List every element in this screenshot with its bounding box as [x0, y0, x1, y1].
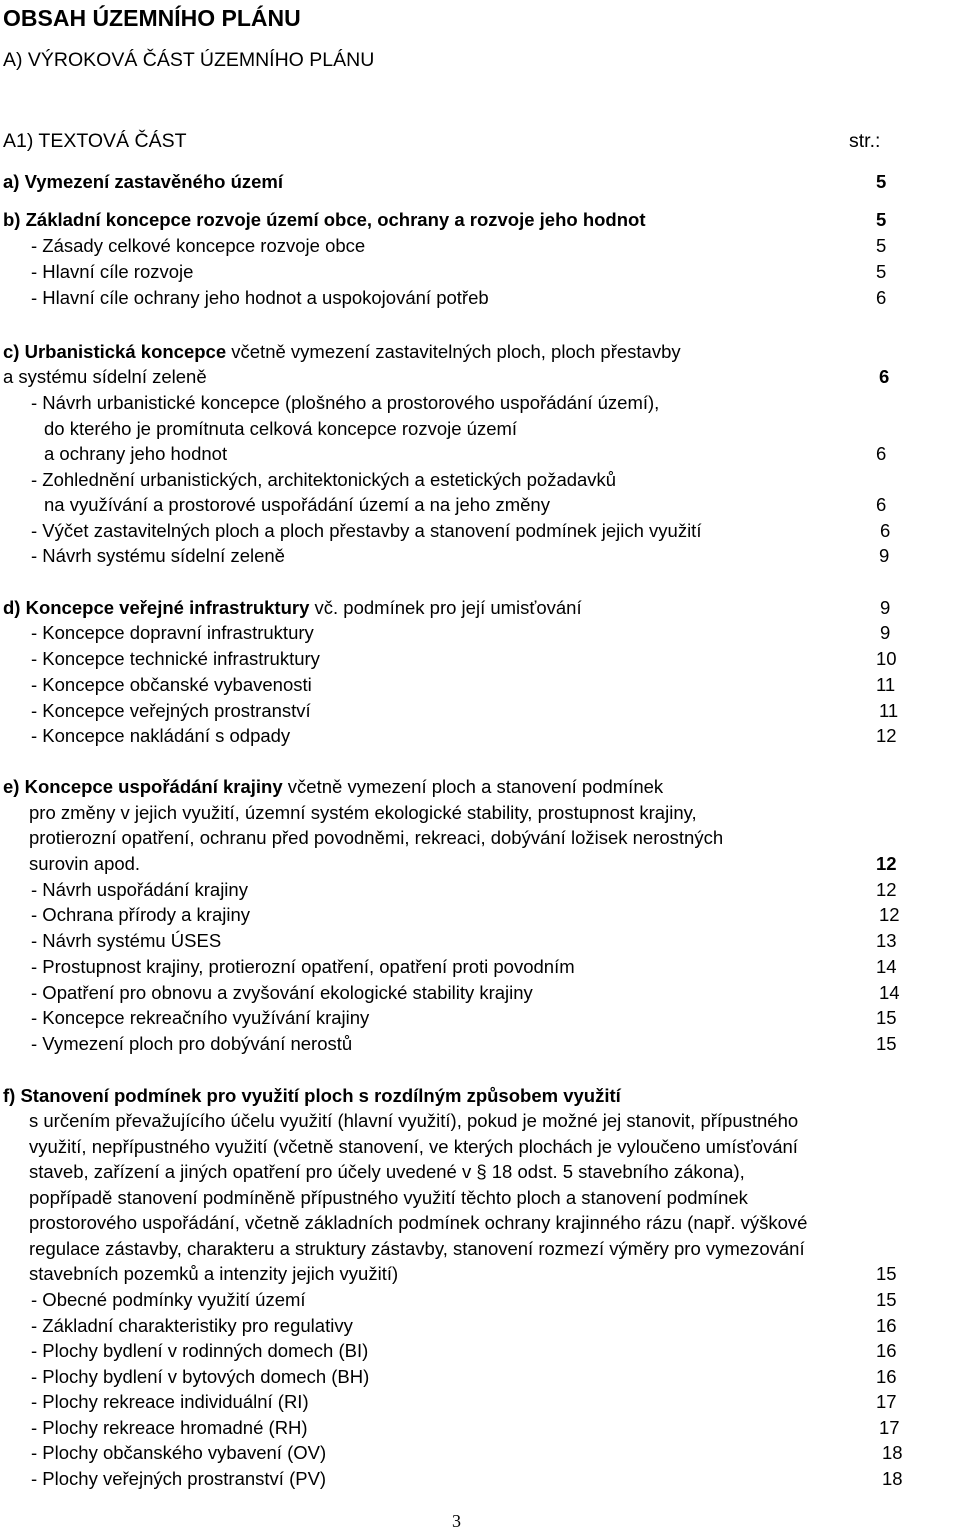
toc-subpage: 12 — [879, 904, 900, 925]
toc-subentry: - Koncepce rekreačního využívání krajiny — [31, 1007, 370, 1028]
toc-subpage: 12 — [876, 725, 897, 746]
toc-entry-b: b) Základní koncepce rozvoje území obce, ochrany a rozvoje jeho hodnot — [3, 209, 646, 230]
toc-subentry-cont: na využívání a prostorové uspořádání území a na jeho změny — [44, 494, 550, 515]
toc-subpage: 17 — [876, 1391, 897, 1412]
toc-subpage: 16 — [876, 1366, 897, 1387]
toc-subpage: 11 — [876, 674, 896, 695]
toc-subpage: 5 — [876, 235, 887, 256]
toc-entry-c-line2: a systému sídelní zeleně — [3, 366, 207, 387]
toc-subentry: - Plochy občanského vybavení (OV) — [31, 1442, 327, 1463]
toc-subentry: - Vymezení ploch pro dobývání nerostů — [31, 1033, 353, 1054]
toc-entry-f: f) Stanovení podmínek pro využití ploch s rozdílným způsobem využití — [3, 1085, 621, 1106]
toc-entry-f-line: popřípadě stanovení podmíněně přípustného využití těchto ploch a stanovení podmínek — [29, 1187, 748, 1208]
toc-subentry: - Koncepce dopravní infrastruktury — [31, 622, 314, 643]
toc-entry-e-line3: protierozní opatření, ochranu před povodněmi, rekreaci, dobývání ložisek nerostných — [29, 827, 724, 848]
part-a-heading: A) VÝROKOVÁ ČÁST ÚZEMNÍHO PLÁNU — [3, 49, 375, 71]
toc-page-f: 15 — [876, 1263, 897, 1284]
toc-subpage: 16 — [876, 1315, 897, 1336]
toc-entry-c-rest: včetně vymezení zastavitelných ploch, ploch přestavby — [226, 341, 681, 362]
toc-subpage: 14 — [876, 956, 897, 977]
toc-subentry: - Obecné podmínky využití území — [31, 1289, 306, 1310]
toc-subentry: - Koncepce technické infrastruktury — [31, 648, 320, 669]
toc-entry-f-line: staveb, zařízení a jiných opatření pro účely uvedené v § 18 odst. 5 stavebního zákona), — [29, 1161, 745, 1182]
toc-subentry: - Plochy veřejných prostranství (PV) — [31, 1468, 327, 1489]
toc-subpage: 10 — [876, 648, 897, 669]
toc-subentry: - Koncepce veřejných prostranství — [31, 700, 311, 721]
toc-subpage: 6 — [876, 443, 887, 464]
toc-subentry: - Hlavní cíle ochrany jeho hodnot a uspokojování potřeb — [31, 287, 489, 308]
toc-subentry: - Výčet zastavitelných ploch a ploch přestavby a stanovení podmínek jejich využití — [31, 520, 702, 541]
toc-entry-c — [3, 341, 681, 363]
toc-page-e: 12 — [876, 853, 897, 874]
toc-entry-f-line: regulace zástavby, charakteru a struktury zástavby, stanovení rozmezí výměry pro vymezování — [29, 1238, 805, 1259]
toc-subentry: - Návrh systému sídelní zeleně — [31, 545, 285, 566]
toc-entry-d — [3, 597, 582, 619]
toc-entry-f-line: s určením převažujícího účelu využití (hlavní využití), pokud je možné jej stanovit, přípustného — [29, 1110, 799, 1131]
toc-subpage: 13 — [876, 930, 897, 951]
toc-entry-e-line2: pro změny v jejich využití, územní systém ekologické stability, prostupnost krajiny, — [29, 802, 697, 823]
toc-entry-e-bold: e) Koncepce uspořádání krajiny — [3, 776, 283, 797]
toc-subentry: - Plochy bydlení v rodinných domech (BI) — [31, 1340, 369, 1361]
toc-subentry: - Základní charakteristiky pro regulativy — [31, 1315, 353, 1336]
toc-entry-f-line: prostorového uspořádání, včetně základních podmínek ochrany krajinného rázu (např. výškové — [29, 1212, 808, 1233]
toc-subpage: 6 — [880, 520, 891, 541]
toc-page-c: 6 — [879, 366, 890, 387]
toc-subentry: - Návrh systému ÚSES — [31, 930, 222, 951]
toc-subpage: 14 — [879, 982, 900, 1003]
toc-subpage: 9 — [879, 545, 890, 566]
toc-entry-d-rest: vč. podmínek pro její umisťování — [309, 597, 582, 618]
toc-subpage: 16 — [876, 1340, 897, 1361]
page-number: 3 — [452, 1511, 461, 1531]
toc-subpage: 11 — [879, 700, 899, 721]
toc-subentry: - Opatření pro obnovu a zvyšování ekologické stability krajiny — [31, 982, 533, 1003]
part-a1-heading: A1) TEXTOVÁ ČÁST — [3, 130, 187, 152]
toc-subentry: - Plochy rekreace individuální (RI) — [31, 1391, 309, 1412]
toc-subentry: - Plochy bydlení v bytových domech (BH) — [31, 1366, 370, 1387]
toc-subentry: - Ochrana přírody a krajiny — [31, 904, 251, 925]
toc-subentry: - Hlavní cíle rozvoje — [31, 261, 194, 282]
toc-subpage: 9 — [880, 622, 891, 643]
toc-entry-d-bold: d) Koncepce veřejné infrastruktury — [3, 597, 310, 618]
toc-subentry: - Koncepce nakládání s odpady — [31, 725, 291, 746]
toc-entry-e-line4: surovin apod. — [29, 853, 141, 874]
toc-subentry: - Zásady celkové koncepce rozvoje obce — [31, 235, 366, 256]
toc-subpage: 15 — [876, 1007, 897, 1028]
toc-subpage: 18 — [882, 1468, 903, 1489]
toc-page-b: 5 — [876, 209, 887, 230]
toc-subentry: - Návrh urbanistické koncepce (plošného a prostorového uspořádání území), — [31, 392, 660, 413]
toc-subentry: - Plochy rekreace hromadné (RH) — [31, 1417, 308, 1438]
toc-subentry: - Prostupnost krajiny, protierozní opatření, opatření proti povodním — [31, 956, 575, 977]
toc-entry-e-rest: včetně vymezení ploch a stanovení podmínek — [282, 776, 664, 797]
toc-entry-a: a) Vymezení zastavěného území — [3, 171, 284, 192]
toc-subpage: 6 — [876, 287, 887, 308]
toc-entry-f-line: stavebních pozemků a intenzity jejich využití) — [29, 1263, 399, 1284]
toc-entry-e — [3, 776, 663, 798]
toc-entry-c-bold: c) Urbanistická koncepce — [3, 341, 227, 362]
toc-entry-f-line: využití, nepřípustného využití (včetně stanovení, ve kterých plochách je vyloučeno umísťování — [29, 1136, 798, 1157]
toc-subpage: 6 — [876, 494, 887, 515]
toc-subpage: 17 — [879, 1417, 900, 1438]
page-column-label: str.: — [849, 130, 881, 152]
toc-subentry: - Zohlednění urbanistických, architektonických a estetických požadavků — [31, 469, 617, 490]
toc-page-a: 5 — [876, 171, 887, 192]
toc-subentry: - Koncepce občanské vybavenosti — [31, 674, 312, 695]
toc-page-d: 9 — [880, 597, 891, 618]
toc-subpage: 15 — [876, 1289, 897, 1310]
toc-subpage: 15 — [876, 1033, 897, 1054]
toc-subpage: 18 — [882, 1442, 903, 1463]
toc-subpage: 5 — [876, 261, 887, 282]
toc-subentry-cont: do kterého je promítnuta celková koncepce rozvoje území — [44, 418, 518, 439]
toc-subentry: - Návrh uspořádání krajiny — [31, 879, 248, 900]
toc-subpage: 12 — [876, 879, 897, 900]
page-title: OBSAH ÚZEMNÍHO PLÁNU — [3, 5, 301, 31]
toc-subentry-cont: a ochrany jeho hodnot — [44, 443, 228, 464]
